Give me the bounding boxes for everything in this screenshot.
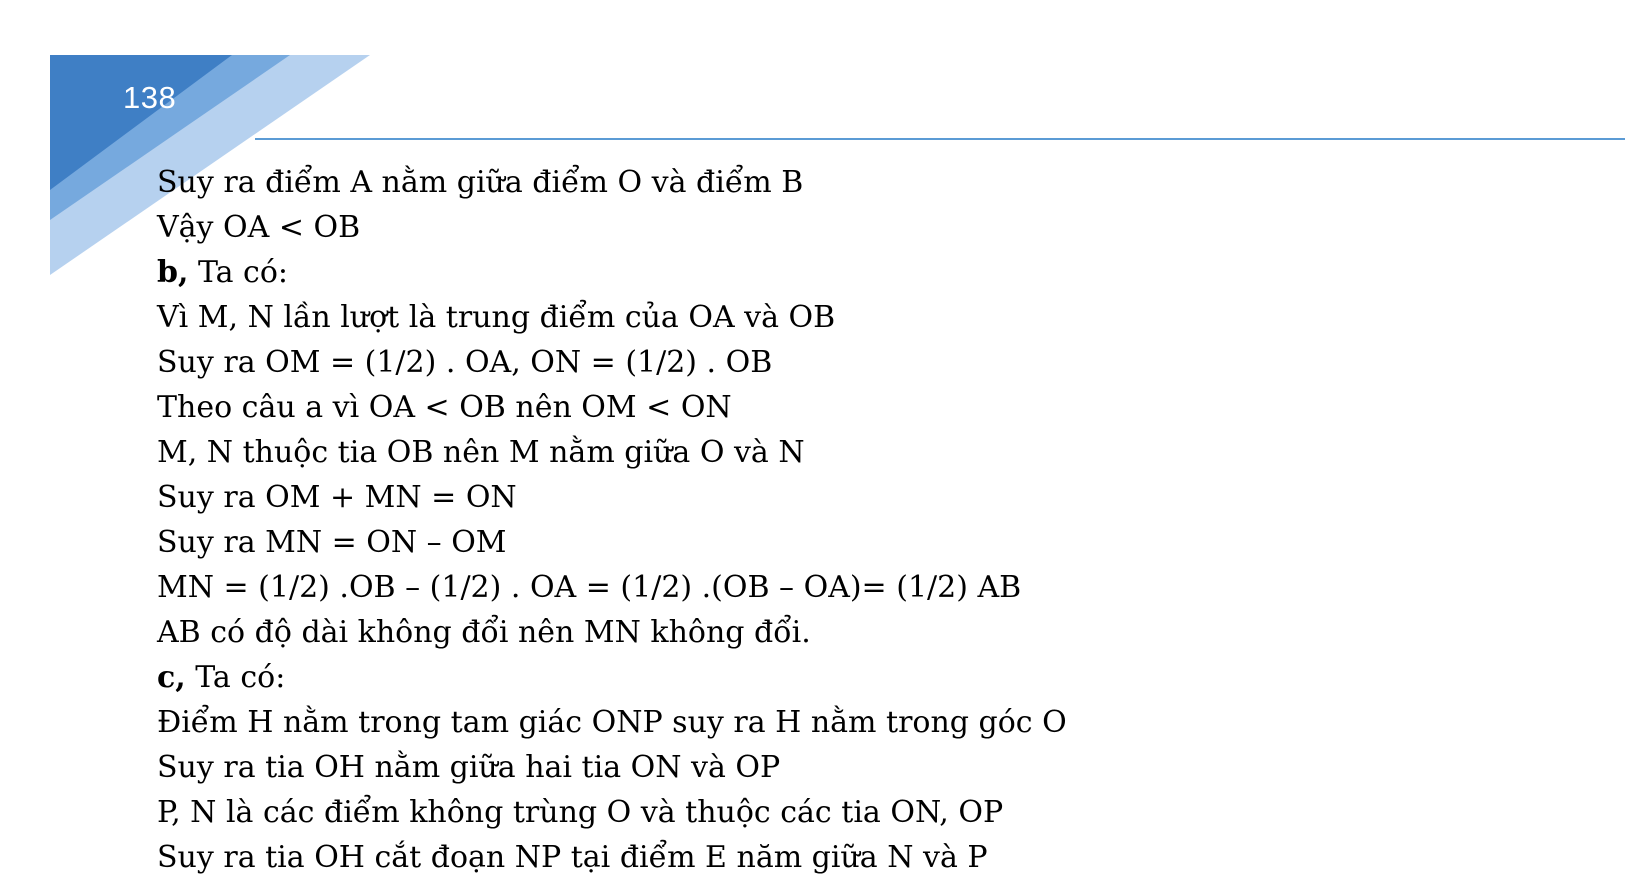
line-text: Vì M, N lần lượt là trung điểm của OA và OB	[157, 300, 836, 335]
line-text: M, N thuộc tia OB nên M nằm giữa O và N	[157, 435, 805, 470]
line-text: Theo câu a vì OA < OB nên OM < ON	[157, 390, 732, 425]
part-b-heading	[157, 250, 1617, 295]
text-line	[157, 745, 1617, 790]
part-c-heading	[157, 655, 1617, 700]
text-line	[157, 565, 1617, 610]
line-text: Suy ra OM = (1/2) . OA, ON = (1/2) . OB	[157, 345, 773, 380]
text-line	[157, 700, 1617, 745]
text-line	[157, 835, 1617, 880]
line-text: MN = (1/2) .OB – (1/2) . OA = (1/2) .(OB – OA)= (1/2) AB	[157, 570, 1022, 605]
text-line	[157, 160, 1617, 205]
part-label: c,	[157, 660, 186, 695]
page-number: 138	[123, 80, 177, 115]
line-text: AB có độ dài không đổi nên MN không đổi.	[157, 615, 811, 650]
line-text: Suy ra điểm A nằm giữa điểm O và điểm B	[157, 165, 804, 200]
part-label: b,	[157, 255, 189, 290]
line-text: Vậy OA < OB	[157, 210, 361, 245]
line-text: Ta có:	[188, 255, 289, 290]
text-line	[157, 520, 1617, 565]
text-line	[157, 610, 1617, 655]
line-text: Ta có:	[185, 660, 286, 695]
text-line	[157, 340, 1617, 385]
line-text: Suy ra tia OH nằm giữa hai tia ON và OP	[157, 750, 781, 785]
line-text: Suy ra tia OH cắt đoạn NP tại điểm E năm giữa N và P	[157, 840, 988, 875]
line-text: P, N là các điểm không trùng O và thuộc các tia ON, OP	[157, 795, 1004, 830]
line-text: Suy ra MN = ON – OM	[157, 525, 507, 560]
text-line	[157, 385, 1617, 430]
text-line	[157, 295, 1617, 340]
page-body	[157, 160, 1617, 880]
header-rule	[255, 138, 1625, 140]
text-line	[157, 205, 1617, 250]
line-text: Suy ra OM + MN = ON	[157, 480, 517, 515]
text-line	[157, 475, 1617, 520]
line-text: Điểm H nằm trong tam giác ONP suy ra H nằm trong góc O	[157, 705, 1067, 740]
text-line	[157, 430, 1617, 475]
text-line	[157, 790, 1617, 835]
